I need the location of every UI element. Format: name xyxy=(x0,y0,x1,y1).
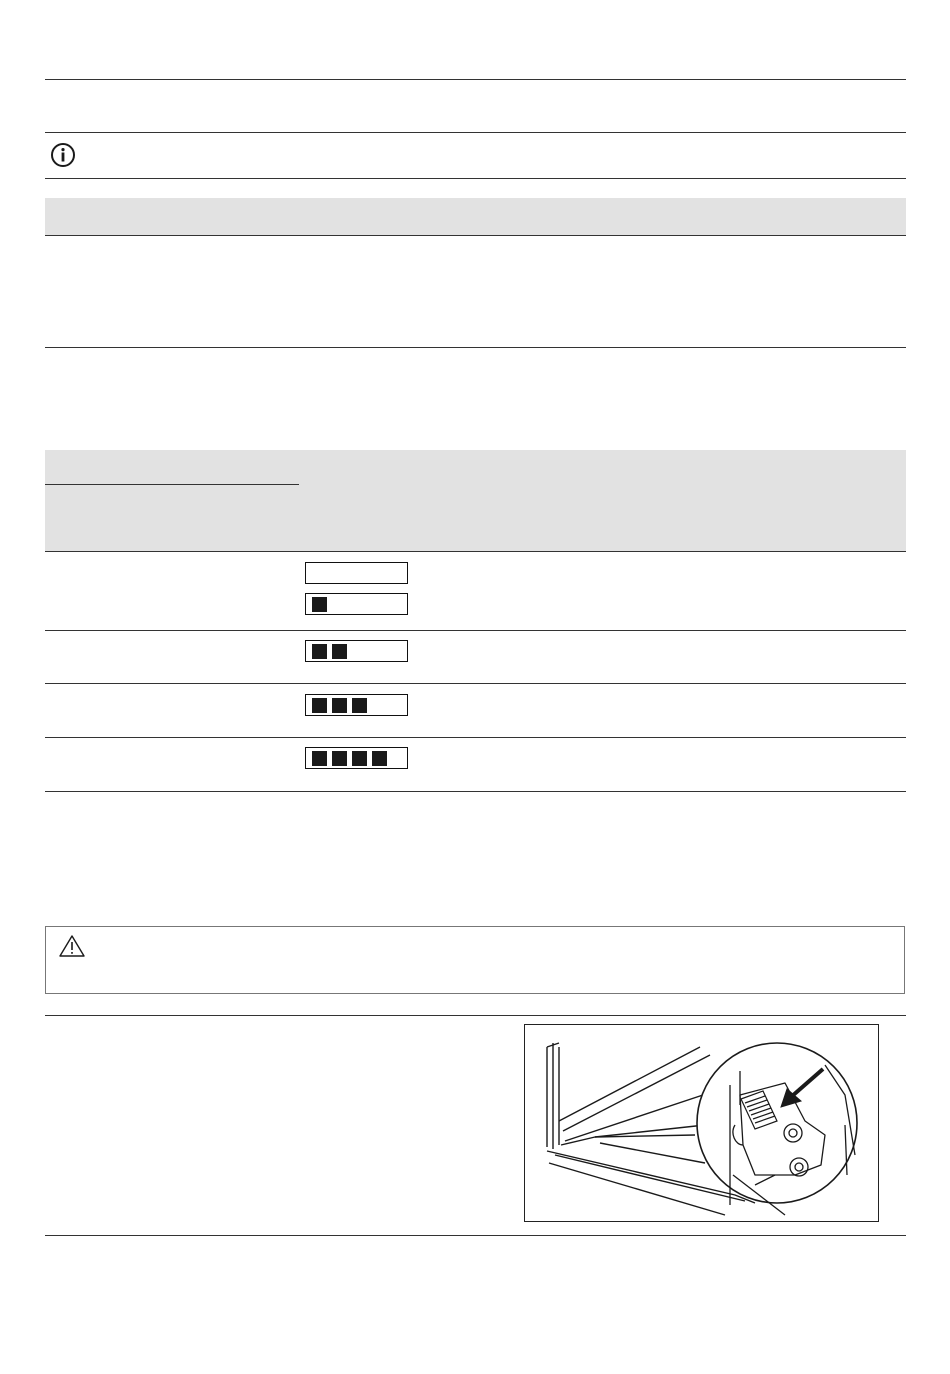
level-segment-filled xyxy=(312,597,327,612)
level-table-rule-2 xyxy=(45,630,906,631)
warning-triangle-icon xyxy=(58,933,86,959)
level-segment-filled xyxy=(312,644,327,659)
level-indicator-bar xyxy=(305,694,408,716)
level-segment-filled xyxy=(372,751,387,766)
level-segment-filled xyxy=(332,644,347,659)
table-header-rule xyxy=(45,235,906,236)
level-indicator-bar xyxy=(305,593,408,615)
rule-info-bottom xyxy=(45,178,906,179)
rule-bottom xyxy=(45,1235,906,1236)
level-indicator-bar xyxy=(305,747,408,769)
level-table-rule-1 xyxy=(45,551,906,552)
level-segment-filled xyxy=(352,698,367,713)
table-row-rule xyxy=(45,347,906,348)
level-table-rule-5 xyxy=(45,791,906,792)
level-table-rule-4 xyxy=(45,737,906,738)
level-indicator-bar xyxy=(305,562,408,584)
level-segment-filled xyxy=(312,698,327,713)
level-table-header-band xyxy=(45,450,906,551)
table-header-band xyxy=(45,198,906,235)
rule-top xyxy=(45,79,906,80)
level-table-rule-3 xyxy=(45,683,906,684)
level-segment-filled xyxy=(312,751,327,766)
rule-figure-top xyxy=(45,1015,906,1016)
level-segment-filled xyxy=(332,698,347,713)
info-icon xyxy=(50,142,76,168)
level-table-header-subrule xyxy=(45,484,299,485)
level-segment-filled xyxy=(352,751,367,766)
hinge-illustration xyxy=(524,1024,879,1222)
level-segment-filled xyxy=(332,751,347,766)
warning-box xyxy=(45,926,905,994)
level-indicator-bar xyxy=(305,640,408,662)
rule-info-top xyxy=(45,132,906,133)
